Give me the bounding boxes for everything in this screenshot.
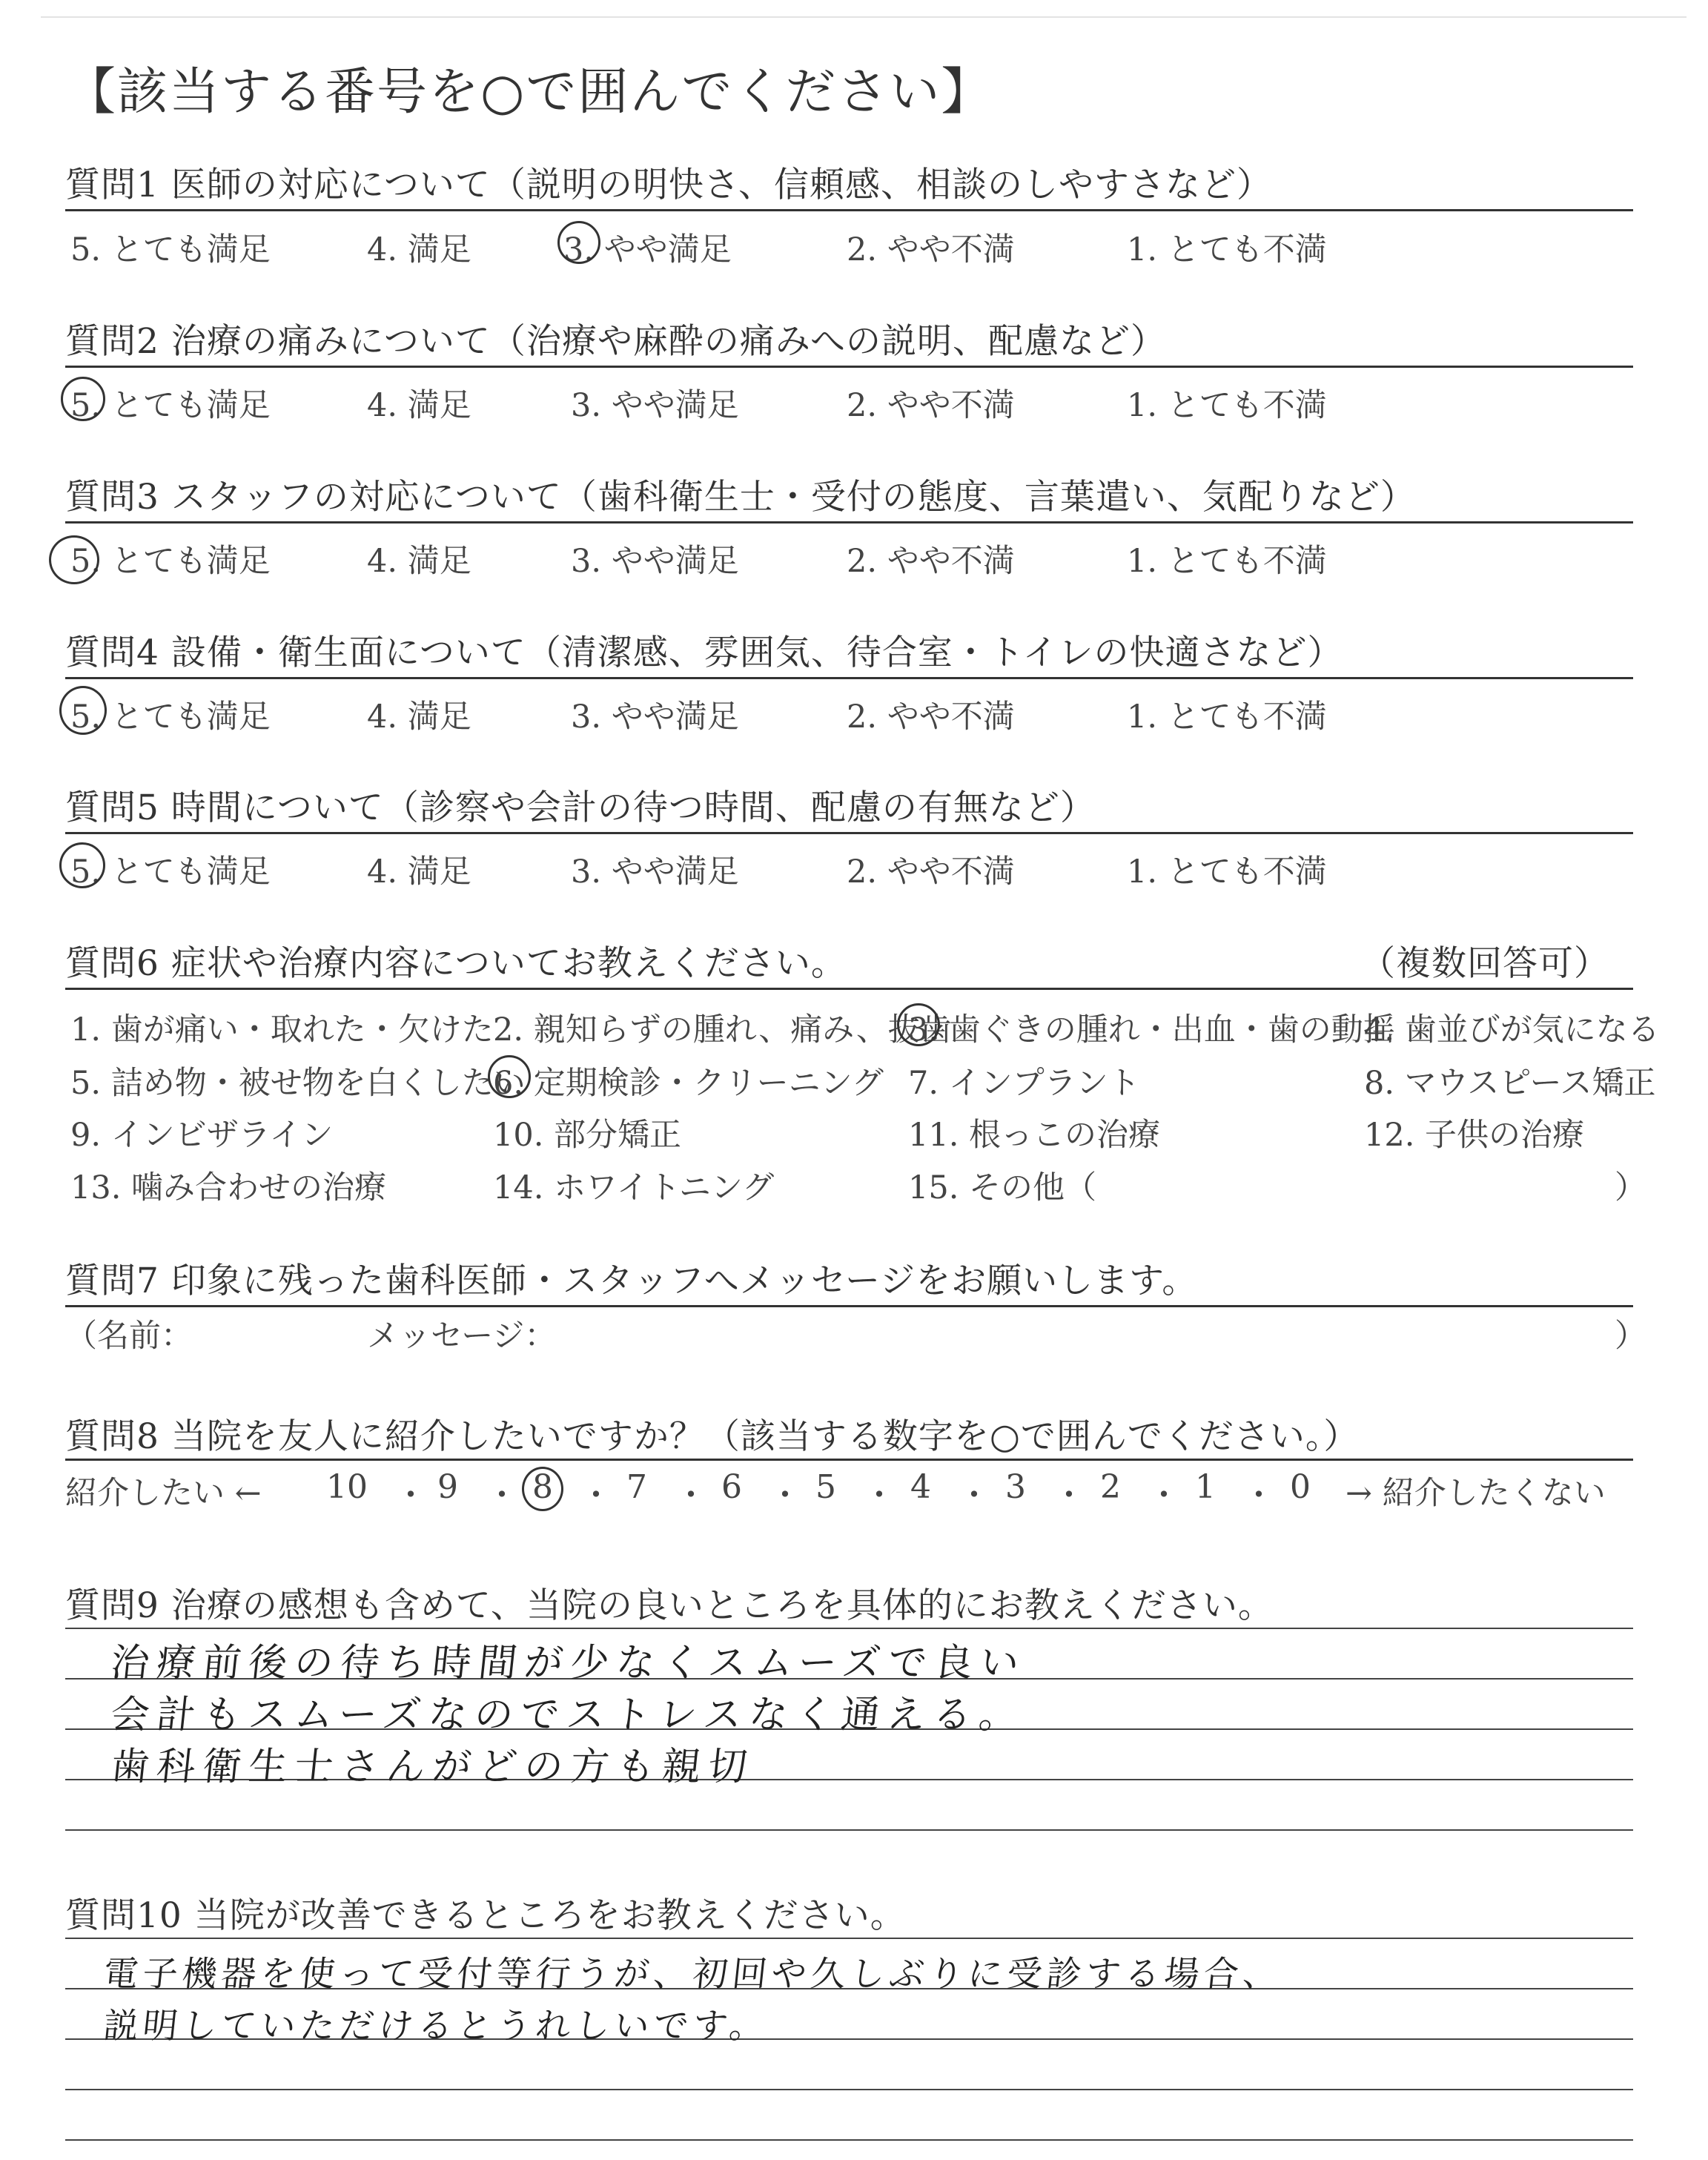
rating-option-1[interactable]: 1. とても不満: [1127, 853, 1327, 891]
rating-option-3[interactable]: 3. やや満足: [563, 231, 732, 268]
question-4-title: 質問4 設備・衛生面について（清潔感、雰囲気、待合室・トイレの快適さなど）: [65, 633, 1343, 673]
scale-1[interactable]: 1: [1195, 1468, 1216, 1506]
scale-7[interactable]: 7: [626, 1468, 647, 1506]
scale-6[interactable]: 6: [721, 1468, 742, 1506]
scale-separator: ・: [958, 1476, 990, 1514]
message-label: メッセージ：: [367, 1318, 557, 1355]
rating-option-5[interactable]: 5. とても満足: [70, 231, 271, 268]
selection-circle: [557, 221, 600, 264]
symptom-option-9[interactable]: 9. インビザライン: [70, 1117, 334, 1154]
scale-5[interactable]: 5: [815, 1468, 836, 1506]
question-8-rule: [65, 1459, 1633, 1461]
rating-option-1[interactable]: 1. とても不満: [1127, 231, 1327, 268]
name-label: （名前：: [65, 1318, 193, 1355]
question-2-rule: [65, 366, 1633, 368]
rating-option-2[interactable]: 2. やや不満: [847, 387, 1015, 424]
selection-circle: [522, 1467, 563, 1511]
symptom-option-11[interactable]: 11. 根っこの治療: [908, 1117, 1161, 1154]
recommend-right-label: → 紹介したくない: [1345, 1475, 1606, 1512]
scale-separator: ・: [863, 1476, 896, 1514]
rating-option-5[interactable]: 5. とても満足: [70, 543, 271, 580]
scan-edge-line: [41, 16, 1687, 18]
selection-circle: [59, 842, 105, 888]
rating-option-4[interactable]: 4. 満足: [367, 698, 471, 736]
handwritten-answer: 会計もスムーズなのでストレスなく通える。: [108, 1693, 1027, 1737]
other-close-paren: ）: [1615, 1169, 1646, 1206]
answer-line: [65, 1628, 1633, 1629]
question-7-rule: [65, 1305, 1633, 1307]
recommend-left-label: 紹介したい ←: [65, 1475, 262, 1512]
scale-separator: ・: [675, 1476, 707, 1514]
rating-option-4[interactable]: 4. 満足: [367, 387, 471, 424]
symptom-option-14[interactable]: 14. ホワイトニング: [493, 1169, 775, 1206]
question-7-title: 質問7 印象に残った歯科医師・スタッフへメッセージをお願いします。: [65, 1261, 1198, 1301]
answer-line: [65, 2089, 1633, 2090]
scale-4[interactable]: 4: [910, 1468, 931, 1506]
question-8-title: 質問8 当院を友人に紹介したいですか？（該当する数字を○で囲んでください。）: [65, 1416, 1360, 1457]
question-3-title: 質問3 スタッフの対応について（歯科衛生士・受付の態度、言葉遣い、気配りなど）: [65, 477, 1416, 518]
rating-option-2[interactable]: 2. やや不満: [847, 698, 1015, 736]
question-10-title: 質問10 当院が改善できるところをお教えください。: [65, 1895, 906, 1936]
symptom-option-2[interactable]: 2. 親知らずの腫れ、痛み、抜歯: [493, 1011, 952, 1048]
answer-line: [65, 1938, 1633, 1939]
rating-option-1[interactable]: 1. とても不満: [1127, 543, 1327, 580]
rating-option-2[interactable]: 2. やや不満: [847, 231, 1015, 268]
question-1-rule: [65, 209, 1633, 211]
rating-option-5[interactable]: 5. とても満足: [70, 853, 271, 891]
question-9-title: 質問9 治療の感想も含めて、当院の良いところを具体的にお教えください。: [65, 1585, 1274, 1626]
scale-8[interactable]: 8: [532, 1468, 553, 1506]
answer-line: [65, 1829, 1633, 1831]
rating-option-5[interactable]: 5. とても満足: [70, 698, 271, 736]
handwritten-answer: 治療前後の待ち時間が少なくスムーズで良い: [108, 1641, 1029, 1685]
rating-option-3[interactable]: 3. やや満足: [571, 543, 739, 580]
scale-separator: ・: [1242, 1476, 1275, 1514]
rating-option-3[interactable]: 3. やや満足: [571, 853, 739, 891]
message-close-paren: ）: [1615, 1318, 1646, 1355]
symptom-option-5[interactable]: 5. 詰め物・被せ物を白くしたい: [70, 1065, 526, 1102]
question-2-title: 質問2 治療の痛みについて（治療や麻酔の痛みへの説明、配慮など）: [65, 321, 1166, 362]
handwritten-answer: 説明していただけるとうれしいです。: [101, 2006, 771, 2047]
selection-circle: [897, 1003, 940, 1046]
rating-option-2[interactable]: 2. やや不満: [847, 853, 1015, 891]
handwritten-answer: 歯科衛生士さんがどの方も親切: [108, 1745, 757, 1789]
symptom-option-1[interactable]: 1. 歯が痛い・取れた・欠けた: [70, 1011, 494, 1048]
rating-option-4[interactable]: 4. 満足: [367, 231, 471, 268]
question-3-rule: [65, 521, 1633, 524]
rating-option-3[interactable]: 3. やや満足: [571, 698, 739, 736]
question-6-note: （複数回答可）: [1360, 943, 1609, 984]
handwritten-answer: 電子機器を使って受付等行うが、初回や久しぶりに受診する場合、: [101, 1954, 1285, 1995]
rating-option-2[interactable]: 2. やや不満: [847, 543, 1015, 580]
rating-option-3[interactable]: 3. やや満足: [571, 387, 739, 424]
scale-separator: ・: [394, 1476, 427, 1514]
symptom-option-7[interactable]: 7. インプラント: [908, 1065, 1140, 1102]
scale-separator: ・: [580, 1476, 612, 1514]
selection-circle: [59, 686, 107, 735]
rating-option-1[interactable]: 1. とても不満: [1127, 387, 1327, 424]
symptom-option-8[interactable]: 8. マウスピース矯正: [1364, 1065, 1656, 1102]
question-1-title: 質問1 医師の対応について（説明の明快さ、信頼感、相談のしやすさなど）: [65, 165, 1273, 205]
rating-option-5[interactable]: 5. とても満足: [70, 387, 271, 424]
symptom-option-4[interactable]: 4. 歯並びが気になる: [1364, 1011, 1660, 1048]
symptom-option-3[interactable]: 3. 歯ぐきの腫れ・出血・歯の動揺: [908, 1011, 1395, 1048]
scale-9[interactable]: 9: [437, 1468, 458, 1506]
question-6-rule: [65, 988, 1633, 990]
scale-separator: ・: [1053, 1476, 1085, 1514]
symptom-option-6[interactable]: 6. 定期検診・クリーニング: [493, 1065, 884, 1102]
page-header: 【該当する番号を○で囲んでください】: [65, 63, 993, 122]
scale-separator: ・: [486, 1476, 518, 1514]
rating-option-1[interactable]: 1. とても不満: [1127, 698, 1327, 736]
question-5-title: 質問5 時間について（診察や会計の待つ時間、配慮の有無など）: [65, 787, 1096, 828]
selection-circle: [49, 535, 99, 584]
symptom-option-13[interactable]: 13. 噛み合わせの治療: [70, 1169, 387, 1206]
question-5-rule: [65, 832, 1633, 834]
scale-0[interactable]: 0: [1290, 1468, 1311, 1506]
symptom-option-15[interactable]: 15. その他（: [908, 1169, 1097, 1206]
question-4-rule: [65, 677, 1633, 679]
rating-option-4[interactable]: 4. 満足: [367, 853, 471, 891]
selection-circle: [61, 377, 105, 421]
symptom-option-12[interactable]: 12. 子供の治療: [1364, 1117, 1585, 1154]
selection-circle: [488, 1055, 531, 1098]
symptom-option-10[interactable]: 10. 部分矯正: [493, 1117, 682, 1154]
rating-option-4[interactable]: 4. 満足: [367, 543, 471, 580]
scale-separator: ・: [769, 1476, 801, 1514]
scale-10[interactable]: 10: [326, 1468, 368, 1506]
scale-2[interactable]: 2: [1100, 1468, 1121, 1506]
question-6-title: 質問6 症状や治療内容についてお教えください。: [65, 943, 847, 984]
scale-3[interactable]: 3: [1005, 1468, 1026, 1506]
answer-line: [65, 2139, 1633, 2141]
scale-separator: ・: [1148, 1476, 1180, 1514]
